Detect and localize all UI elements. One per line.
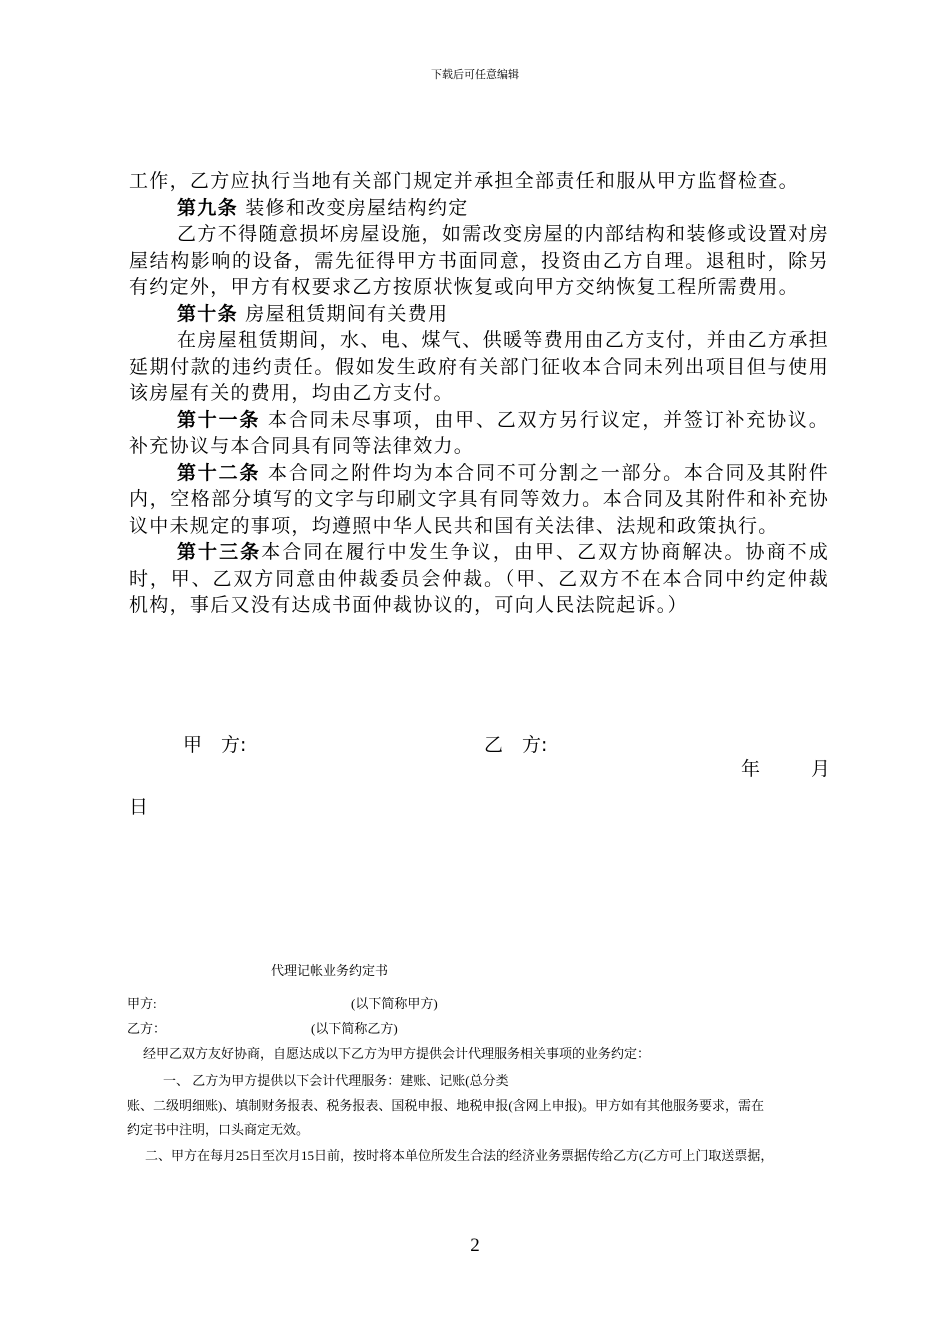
- agreement-item-1-line-2: 账、二级明细账)、填制财务报表、税务报表、国税申报、地税申报(含网上申报)。甲方如有其他服务要求，需在: [127, 1098, 764, 1113]
- date-year-label: 年: [741, 758, 761, 780]
- article-12-body: 本合同之附件均为本合同不可分割之一部分。本合同及其附件内，空格部分填写的文字与印刷文字具有同等效力。本合同及其附件和补充协议中未规定的事项，均遵照中华人民共和国有关法律、法规和政策执行。: [129, 461, 829, 537]
- article-10-heading: [129, 301, 829, 328]
- article-12-title: 第十二条: [177, 461, 261, 484]
- agreement-title: 代理记帐业务约定书: [271, 963, 389, 978]
- agreement-party-a-note: (以下简称甲方): [351, 996, 438, 1011]
- lease-contract-body: [129, 168, 829, 619]
- article-10-body: 在房屋租赁期间，水、电、煤气、供暖等费用由乙方支付，并由乙方承担延期付款的违约责任。假如发生政府有关部门征收本合同未列出项目但与使用该房屋有关的费用，均由乙方支付。: [129, 329, 829, 404]
- article-9-subject: 装修和改变房屋结构约定: [237, 196, 469, 219]
- article-13: [129, 539, 829, 619]
- article-9-heading: [129, 195, 829, 222]
- article-10-title: 第十条: [177, 302, 238, 325]
- agreement-party-b-note: (以下简称乙方): [311, 1021, 398, 1036]
- continuation-paragraph: 工作，乙方应执行当地有关部门规定并承担全部责任和服从甲方监督检查。: [129, 170, 799, 192]
- article-13-title: 第十三条: [177, 541, 262, 563]
- agreement-item-1-line-3: 约定书中注明，口头商定无效。: [127, 1122, 310, 1137]
- article-11-title: 第十一条: [177, 408, 261, 431]
- agreement-item-1-line-1: 一、 乙方为甲方提供以下会计代理服务：建账、记账(总分类: [163, 1073, 509, 1088]
- party-a-signature-label: 甲 方:: [183, 734, 247, 756]
- article-11-body: 本合同未尽事项，由甲、乙双方另行议定，并签订补充协议。补充协议与本合同具有同等法律效力。: [129, 408, 829, 457]
- agreement-intro: 经甲乙双方友好协商，自愿达成以下乙方为甲方提供会计代理服务相关事项的业务约定：: [143, 1046, 651, 1061]
- article-13-body: 本合同在履行中发生争议，由甲、乙双方协商解决。协商不成时，甲、乙双方同意由仲裁委员会仲裁。（甲、乙双方不在本合同中约定仲裁机构，事后又没有达成书面仲裁协议的，可向人民法院起诉。）: [129, 541, 829, 616]
- article-9-body: 乙方不得随意损坏房屋设施，如需改变房屋的内部结构和装修或设置对房屋结构影响的设备，需先征得甲方书面同意，投资由乙方自理。退租时，除另有约定外，甲方有权要求乙方按原状恢复或向甲方交纳恢复工程所需费用。: [129, 223, 829, 298]
- agreement-party-a-label: 甲方:: [127, 996, 157, 1011]
- article-12: [129, 460, 829, 540]
- page-header: 下载后可任意编辑: [431, 68, 519, 81]
- agreement-party-b-label: 乙方：: [127, 1021, 167, 1036]
- article-11: [129, 407, 829, 460]
- date-month-label: 月: [811, 758, 831, 780]
- page-number: 2: [470, 1235, 480, 1256]
- article-9-title: 第九条: [177, 196, 238, 219]
- party-b-signature-label: 乙 方:: [484, 734, 548, 756]
- date-day-label: 日: [129, 796, 149, 818]
- agreement-item-2: 二、甲方在每月25日至次月15日前，按时将本单位所发生合法的经济业务票据传给乙方(乙方可上门取送票据，: [145, 1148, 774, 1163]
- article-10-subject: 房屋租赁期间有关费用: [237, 302, 449, 325]
